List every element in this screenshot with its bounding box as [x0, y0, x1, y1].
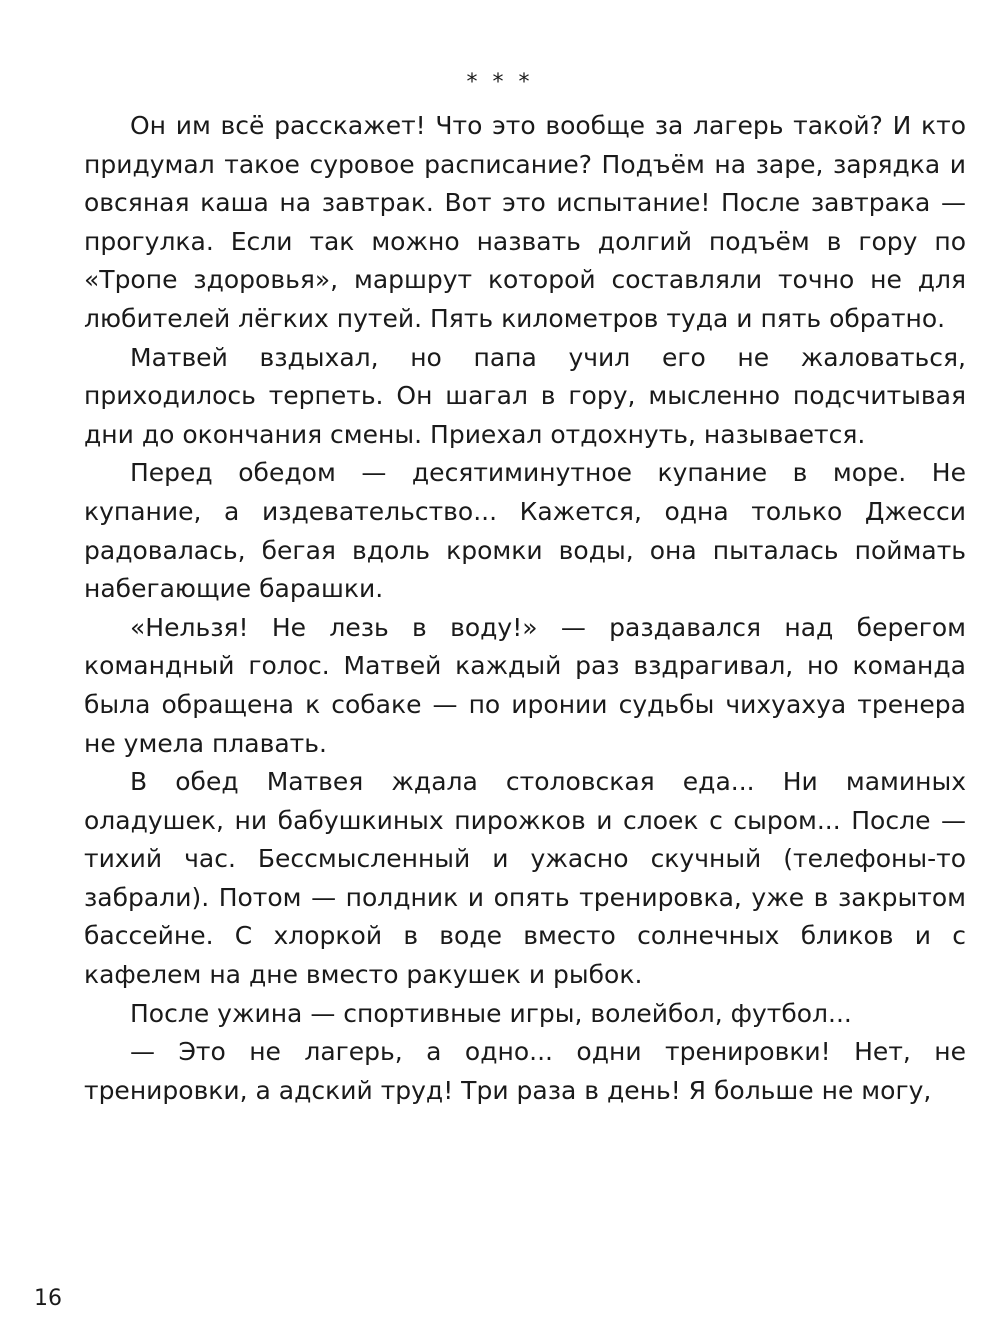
paragraph: Он им всё расскажет! Что это вообще за лагерь такой? И кто придумал такое суровое расписание? Подъём на заре, зарядка и овсяная каша на завтрак. Вот это испытание! После завтрака — прогулка. Если так можно назвать долгий подъём в гору по «Тропе здоровья», маршрут которой составляли точно не для любителей лёгких путей. Пять километров туда и пять обратно.	[84, 111, 966, 333]
paragraph: Перед обедом — десятиминутное купание в море. Не купание, а издевательство... Кажется, одна только Джесси радовалась, бегая вдоль кромки воды, она пыталась поймать набегающие барашки.	[84, 458, 966, 604]
paragraph: «Нельзя! Не лезь в воду!» — раздавался над берегом командный голос. Матвей каждый раз вздрагивал, но команда была обращена к собаке — по иронии судьбы чихуахуа тренера не умела плавать.	[84, 612, 966, 758]
paragraph: В обед Матвея ждала столовская еда... Ни маминых оладушек, ни бабушкиных пирожков и слоек с сыром... После — тихий час. Бессмысленный и ужасно скучный (телефоны-то забрали). Потом — полдник и опять тренировка, уже в закрытом бассейне. С хлоркой в воде вместо солнечных бликов и с кафелем на дне вместо ракушек и рыбок.	[84, 767, 966, 990]
paragraph: Матвей вздыхал, но папа учил его не жаловаться, приходилось терпеть. Он шагал в гору, мысленно подсчитывая дни до окончания смены. Приехал отдохнуть, называется.	[84, 342, 966, 449]
page-number: 16	[34, 1286, 62, 1311]
paragraph: После ужина — спортивные игры, волейбол, футбол...	[130, 998, 852, 1028]
paragraph: — Это не лагерь, а одно... одни тренировки! Нет, не тренировки, а адский труд! Три раза в день! Я больше не могу,	[84, 1037, 966, 1105]
section-separator: * * *	[466, 70, 534, 95]
body-text	[84, 107, 966, 1110]
